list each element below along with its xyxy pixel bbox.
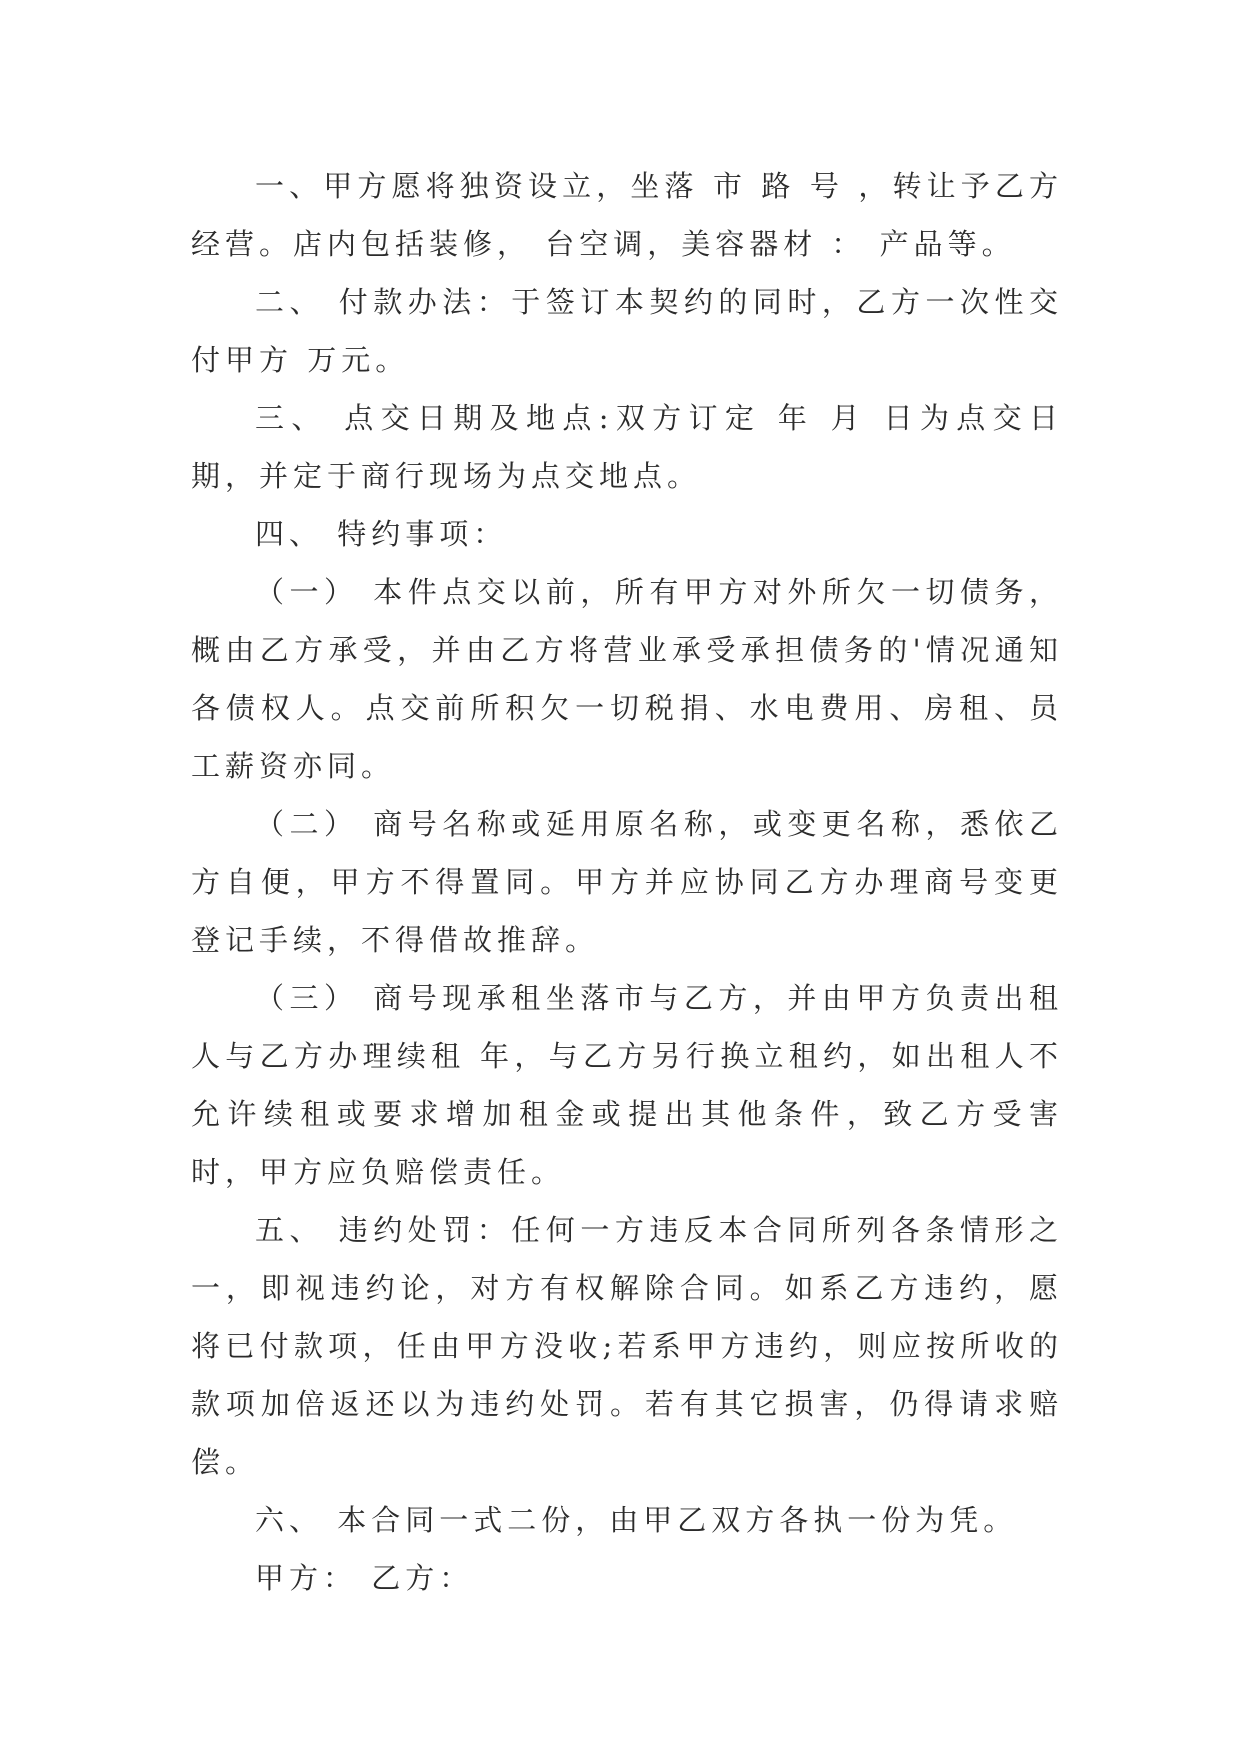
- signature-line: 甲方： 乙方：: [255, 1561, 474, 1595]
- special-term-2: （二） 商号名称或延用原名称，或变更名称，悉依乙方自便，甲方不得置同。甲方并应协同乙方办理商号变更登记手续，不得借故推辞。: [191, 807, 1063, 957]
- clause-3-handover-date: 三、 点交日期及地点:双方订定 年 月 日为点交日期，并定于商行现场为点交地点。: [191, 401, 1063, 493]
- clause-2-payment: 二、 付款办法：于签订本契约的同时，乙方一次性交付甲方 万元。: [191, 285, 1063, 377]
- clause-4-special-terms: 四、 特约事项：: [255, 517, 508, 551]
- special-term-1: （一） 本件点交以前，所有甲方对外所欠一切债务，概由乙方承受，并由乙方将营业承受承担债务的'情况通知各债权人。点交前所积欠一切税捐、水电费用、房租、员工薪资亦同。: [191, 575, 1063, 783]
- clause-1-transfer: 一、甲方愿将独资设立，坐落 市 路 号 ，转让予乙方经营。店内包括装修， 台空调，美容器材 ： 产品等。: [191, 169, 1063, 261]
- clause-6-copies: 六、 本合同一式二份，由甲乙双方各执一份为凭。: [255, 1503, 1018, 1537]
- document-body: [191, 157, 1063, 1607]
- special-term-3: （三） 商号现承租坐落市与乙方，并由甲方负责出租人与乙方办理续租 年，与乙方另行换立租约，如出租人不允许续租或要求增加租金或提出其他条件，致乙方受害时，甲方应负赔偿责任。: [191, 981, 1063, 1189]
- clause-5-penalty: 五、 违约处罚：任何一方违反本合同所列各条情形之一，即视违约论，对方有权解除合同。如系乙方违约，愿将已付款项，任由甲方没收;若系甲方违约，则应按所收的款项加倍返还以为违约处罚。若有其它损害，仍得请求赔偿。: [191, 1213, 1063, 1479]
